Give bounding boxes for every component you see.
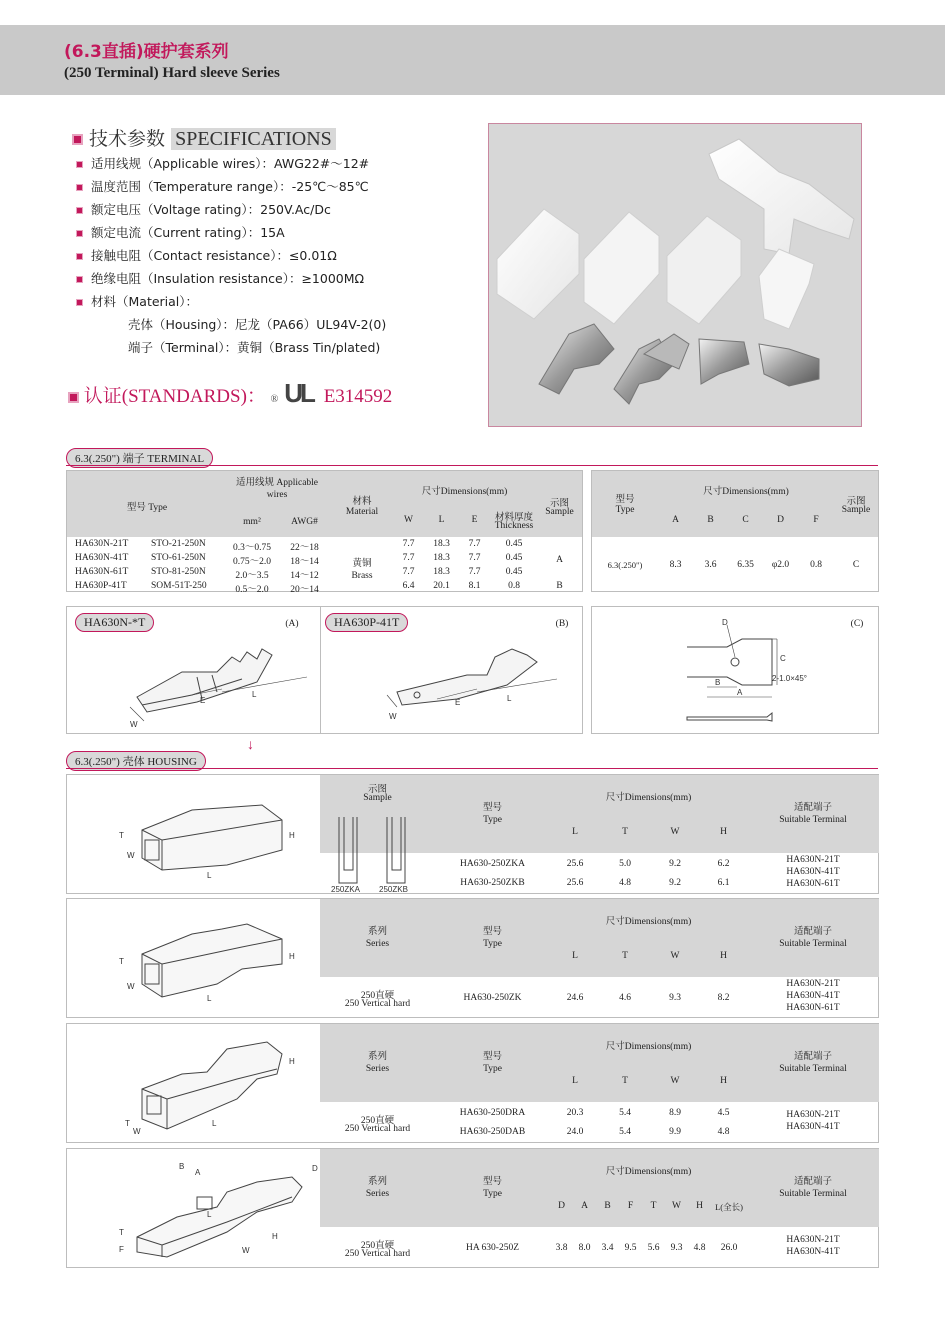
table-header-bg bbox=[320, 1024, 879, 1102]
svg-text:W: W bbox=[133, 1127, 141, 1136]
col-header-e: E bbox=[471, 515, 478, 525]
svg-text:W: W bbox=[127, 851, 135, 860]
table-row: HA630N-21T STO-21-250N 0.3～0.75 22～18 7.7 18.3 7.7 0.45 bbox=[75, 539, 523, 553]
svg-text:W: W bbox=[130, 720, 138, 729]
svg-text:T: T bbox=[119, 1228, 124, 1237]
table-row: HA630-250DAB bbox=[459, 1127, 526, 1137]
table-row: HA630N-41T STO-61-250N 0.75～2.0 18～14 7.7 18.3 7.7 0.45 bbox=[75, 553, 523, 567]
col-header-l: L bbox=[438, 515, 445, 525]
section-divider bbox=[66, 465, 878, 466]
spec-item: 适用线规（Applicable wires）：AWG22#～12# bbox=[76, 152, 386, 175]
page-title-en: (250 Terminal) Hard sleeve Series bbox=[64, 65, 280, 81]
svg-text:W: W bbox=[127, 982, 135, 991]
standards bbox=[68, 378, 392, 409]
arrow-down-icon: ↓ bbox=[247, 738, 254, 753]
col-header-type-cn: 型号 bbox=[615, 495, 635, 505]
product-photo bbox=[488, 123, 862, 427]
svg-text:W: W bbox=[389, 712, 397, 721]
housing-3-drawing bbox=[107, 1034, 307, 1139]
material-en: Brass bbox=[351, 571, 373, 581]
table-header-bg bbox=[320, 1149, 879, 1227]
svg-text:H: H bbox=[289, 1057, 295, 1066]
bullet-icon bbox=[76, 299, 83, 306]
svg-text:C: C bbox=[780, 654, 786, 663]
standards-label-en: (STANDARDS)： bbox=[121, 386, 266, 407]
bullet-icon bbox=[76, 276, 83, 283]
table-row: HA630-250ZKB bbox=[460, 878, 525, 888]
col-header-awg: AWG# bbox=[291, 517, 318, 527]
housing-2-drawing bbox=[107, 909, 307, 1009]
svg-text:A: A bbox=[737, 688, 743, 697]
standards-label-cn: 认证 bbox=[83, 385, 122, 407]
housing-4-drawing bbox=[107, 1157, 317, 1265]
svg-text:250ZKB: 250ZKB bbox=[379, 885, 408, 894]
sample-b: B bbox=[556, 581, 563, 591]
drawing-panel-c bbox=[591, 606, 879, 734]
table-header-bg bbox=[320, 899, 879, 977]
housing-block-4: T W L H B A D F 系列 Series 型号 Type 尺寸Dimensions(mm) D A B F T W H L(全长) 适配端子 Suitable Terminal 250直硬 250 Vertical hard HA 630-250Z 3.8 8.0 3.4 9.5 5.6 9.3 4.8 26.0 HA630N-21T HA630N-41T bbox=[66, 1148, 879, 1268]
bullet-icon bbox=[76, 184, 83, 191]
svg-text:250ZKA: 250ZKA bbox=[331, 885, 360, 894]
drawing-panel-ab bbox=[66, 606, 583, 734]
svg-text:L: L bbox=[507, 694, 512, 703]
svg-text:F: F bbox=[119, 1245, 124, 1254]
col-header-type-en: Type bbox=[615, 505, 635, 515]
housing-block-3: T W L H 系列 Series 型号 Type 尺寸Dimensions(mm) L T W H 适配端子 Suitable Terminal 250直硬 250 Vertical hard HA630-250DRA 20.3 5.4 8.9 4.5 HA630-250DAB 24.0 5.4 9.9 4.8 HA630N-21T HA630N-41T bbox=[66, 1023, 879, 1143]
svg-text:L: L bbox=[212, 1119, 217, 1128]
col-header-sample-cn: 示图 bbox=[549, 499, 569, 509]
svg-text:2-1.0×45°: 2-1.0×45° bbox=[772, 674, 808, 683]
type-value: 6.3(.250") bbox=[607, 560, 643, 570]
svg-text:L: L bbox=[252, 690, 257, 699]
cert-number: E314592 bbox=[323, 386, 393, 407]
col-header-w: W bbox=[404, 515, 413, 525]
table-row: HA 630-250Z bbox=[465, 1243, 520, 1253]
terminal-a-drawing bbox=[122, 637, 312, 732]
terminal-table-right: 型号 Type 尺寸Dimensions(mm) A B C D F 示图 Sample 6.3(.250") 8.3 3.6 6.35 φ2.0 0.8 C bbox=[591, 470, 879, 592]
page-title-cn: (6.3直插)硬护套系列 bbox=[64, 42, 229, 62]
specs-title bbox=[72, 124, 336, 151]
table-row: HA630-250ZK bbox=[463, 993, 522, 1003]
svg-text:B: B bbox=[179, 1162, 185, 1171]
col-header-thk-en: Thickness bbox=[494, 521, 534, 531]
housing-1-drawing bbox=[107, 790, 307, 885]
table-row: HA630-250DRA bbox=[459, 1108, 526, 1118]
svg-text:D: D bbox=[312, 1164, 318, 1173]
drawing-a-tag: (A) bbox=[285, 619, 299, 629]
col-header-sample-en: Sample bbox=[545, 507, 574, 517]
col-header-type: 型号 Type bbox=[126, 503, 168, 513]
svg-text:E: E bbox=[455, 698, 461, 707]
table-row: HA630P-41T SOM-51T-250 0.5～2.0 20～14 6.4 20.1 8.1 0.8 B bbox=[67, 581, 582, 594]
registered-mark: ® bbox=[270, 394, 279, 405]
drawing-c-tag: (C) bbox=[850, 619, 864, 629]
spec-item: 温度范围（Temperature range）：-25℃～85℃ bbox=[76, 175, 386, 198]
drawing-b-tag: (B) bbox=[555, 619, 569, 629]
col-header-mat-en: Material bbox=[345, 507, 379, 517]
housing-block-1: T W L H 示图 Sample 250ZKA 250ZKB 型号 Type 尺寸Dimensions(mm) L T W H 适配端子 Suitable Terminal HA630-250ZKA 25.6 5.0 9.2 6.2 HA630-250ZKB 25.6 4.8 9.2 6.1 HA630N-21T HA630N-41T HA630N-61T bbox=[66, 774, 879, 894]
spec-sub-item: 壳体（Housing）：尼龙（PA66）UL94V-2(0) bbox=[128, 317, 387, 332]
svg-text:T: T bbox=[125, 1119, 130, 1128]
svg-text:D: D bbox=[722, 618, 728, 627]
col-header-dim: 尺寸Dimensions(mm) bbox=[421, 487, 508, 497]
divider bbox=[320, 607, 321, 733]
terminal-section-pill: 6.3(.250") 端子 TERMINAL bbox=[66, 448, 213, 468]
col-header-thk-cn: 材料厚度 bbox=[494, 513, 533, 523]
svg-text:E: E bbox=[200, 696, 206, 705]
spec-item: 绝缘电阻（Insulation resistance）：≥1000MΩ bbox=[76, 267, 386, 290]
housing-section-pill: 6.3(.250") 壳体 HOUSING bbox=[66, 751, 206, 771]
specs-title-en: SPECIFICATIONS bbox=[171, 128, 336, 150]
spec-item: 接触电阻（Contact resistance）：≤0.01Ω bbox=[76, 244, 386, 267]
bullet-icon bbox=[76, 253, 83, 260]
svg-text:W: W bbox=[242, 1246, 250, 1255]
terminal-c-drawing bbox=[687, 617, 837, 729]
svg-text:H: H bbox=[272, 1232, 278, 1241]
col-header-mat-cn: 材料 bbox=[352, 497, 372, 507]
svg-text:L: L bbox=[207, 994, 212, 1003]
bullet-square-icon bbox=[72, 134, 83, 145]
sample-c: C bbox=[852, 560, 860, 570]
header-band bbox=[0, 25, 945, 95]
drawing-b-label: HA630P-41T bbox=[325, 613, 408, 632]
housing-block-2: T W L H 系列 Series 型号 Type 尺寸Dimensions(mm) L T W H 适配端子 Suitable Terminal 250直硬 250 Vertical hard HA630-250ZK 24.6 4.6 9.3 8.2 HA630N-21T HA630N-41T HA630N-61T bbox=[66, 898, 879, 1018]
svg-text:T: T bbox=[119, 831, 124, 840]
svg-text:L: L bbox=[207, 871, 212, 880]
specs-list bbox=[76, 152, 386, 359]
col-header-wires: 适用线规 Applicable wires bbox=[235, 478, 319, 500]
svg-text:H: H bbox=[289, 952, 295, 961]
bullet-square-icon bbox=[68, 392, 79, 403]
section-divider bbox=[66, 768, 878, 769]
table-row: HA630N-61T STO-81-250N 2.0～3.5 14～12 7.7 18.3 7.7 0.45 bbox=[75, 567, 523, 581]
product-photo-illustration bbox=[489, 124, 863, 428]
svg-text:A: A bbox=[195, 1168, 201, 1177]
terminal-table-left bbox=[66, 470, 583, 595]
spec-sub-item: 端子（Terminal）：黄铜（Brass Tin/plated) bbox=[128, 340, 381, 355]
bullet-icon bbox=[76, 230, 83, 237]
material-cn: 黄铜 bbox=[352, 559, 372, 569]
svg-text:B: B bbox=[715, 678, 721, 687]
svg-text:H: H bbox=[289, 831, 295, 840]
housing-1-sample-drawing bbox=[329, 815, 429, 893]
spec-item: 材料（Material）： bbox=[76, 290, 386, 313]
svg-text:L: L bbox=[207, 1210, 212, 1219]
spec-item: 额定电压（Voltage rating）：250V.Ac/Dc bbox=[76, 198, 386, 221]
specs-title-cn: 技术参数 bbox=[89, 128, 166, 150]
spec-item: 额定电流（Current rating）：15A bbox=[76, 221, 386, 244]
ul-logo-icon: UL bbox=[284, 378, 313, 408]
table-row: HA630-250ZKA bbox=[460, 859, 525, 869]
sample-a: A bbox=[556, 555, 563, 565]
col-header-mm: mm² bbox=[243, 517, 261, 527]
bullet-icon bbox=[76, 207, 83, 214]
bullet-icon bbox=[76, 161, 83, 168]
drawing-a-label: HA630N-*T bbox=[75, 613, 154, 632]
terminal-b-drawing bbox=[377, 637, 567, 732]
col-header-dim: 尺寸Dimensions(mm) bbox=[703, 487, 789, 497]
svg-text:T: T bbox=[119, 957, 124, 966]
